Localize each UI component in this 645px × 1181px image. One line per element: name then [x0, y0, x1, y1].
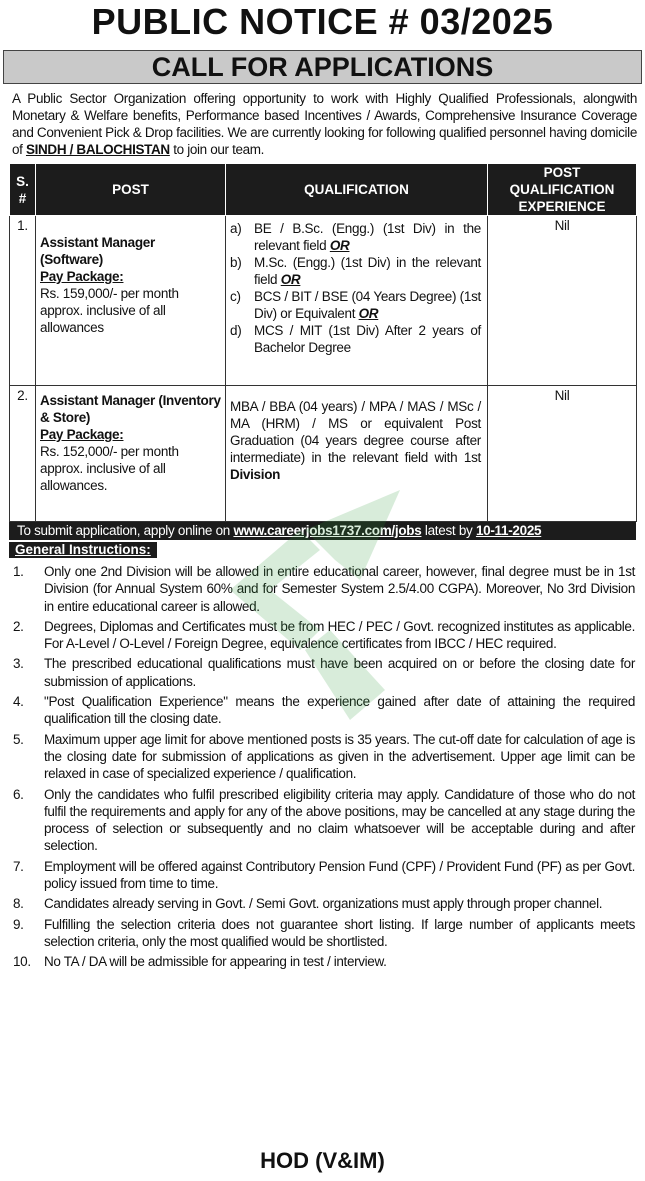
item-number: 6.	[13, 786, 24, 802]
item-number: 3.	[13, 656, 24, 672]
header-qualification: QUALIFICATION	[226, 164, 488, 216]
row-sno: 2.	[10, 386, 36, 522]
header-experience: POST QUALIFICATION EXPERIENCE	[488, 164, 637, 216]
notice-title: PUBLIC NOTICE # 03/2025	[91, 1, 554, 42]
item-number: 8.	[13, 896, 24, 912]
qualification-item	[230, 288, 481, 322]
qualification-letter: b)	[230, 255, 242, 270]
list-item	[13, 895, 635, 912]
qualification-division: Division	[230, 467, 281, 482]
qualification-item	[230, 220, 481, 254]
or-text: OR	[329, 238, 350, 253]
list-item	[13, 693, 635, 728]
closing-date: 10-11-2025	[475, 523, 542, 538]
item-text: Degrees, Diplomas and Certificates must be from HEC / PEC / Govt. recognized institutes as applicable. For A-Level / O-Level / Foreign Degree, equivalence certificates from IBCC / HEC required.	[44, 618, 635, 652]
or-text: OR	[358, 306, 379, 321]
qualification-item	[230, 254, 481, 288]
qualification-text: MBA / BBA (04 years) / MPA / MAS / MSc / MA (HRM) / MS or equivalent Post Graduation (04 years degree course after intermediate) in the relevant field with 1st	[230, 399, 481, 465]
or-text: OR	[280, 272, 301, 287]
item-text: Maximum upper age limit for above mentioned posts is 35 years. The cut-off date for calculation of age is the closing date for submission of applications as given in the advertisement. Upper age limit can be relaxed in case of specialized experience / qualification.	[44, 731, 635, 782]
item-text: Candidates already serving in Govt. / Semi Govt. organizations must apply through proper channel.	[44, 896, 603, 912]
pay-package-label: Pay Package:	[40, 269, 124, 284]
item-text: Employment will be offered against Contributory Pension Fund (CPF) / Provident Fund (PF) as per Govt. policy issued from time to time.	[44, 858, 635, 892]
qualification-text: M.Sc. (Engg.) (1st Div) in the relevant field	[254, 255, 481, 287]
pay-package-text: Rs. 159,000/- per month approx. inclusive of all allowances	[40, 286, 179, 335]
intro-text-after: to join our team.	[169, 142, 265, 157]
posts-table	[9, 163, 637, 522]
row-qualification	[226, 216, 488, 386]
instructions-list	[13, 563, 635, 971]
pay-package-label: Pay Package:	[40, 427, 124, 442]
item-number: 4.	[13, 694, 24, 710]
list-item	[13, 916, 635, 951]
item-number: 5.	[13, 731, 24, 747]
row-sno: 1.	[10, 216, 36, 386]
list-item	[13, 563, 635, 615]
submit-text-middle: latest by	[421, 523, 476, 538]
post-title: Assistant Manager (Software)	[40, 235, 155, 267]
qualification-text: MCS / MIT (1st Div) After 2 years of Bachelor Degree	[254, 323, 481, 355]
item-text: Only one 2nd Division will be allowed in entire educational career, however, final degree must be in 1st Division (for Annual System 60% and for Semester System 2.5/4.00 CGPA). Moreover, No 3rd Division in entire educational career is allowed.	[44, 564, 635, 614]
item-text: Only the candidates who fulfil prescribed eligibility criteria may apply. Candidature of those who do not fulfil the requirements and apply for any of the above positions, may be cancelled at any stage during the process of selection or subsequently and no claim whatsoever will be acceptable during and after selection.	[44, 786, 635, 854]
list-item	[13, 858, 635, 893]
qualification-letter: c)	[230, 289, 241, 304]
row-post	[36, 216, 226, 386]
row-experience: Nil	[488, 216, 637, 386]
list-item	[13, 786, 635, 855]
signature-footer: HOD (V&IM)	[260, 1148, 385, 1173]
qualification-text: BCS / BIT / BSE (04 Years Degree) (1st Div) or Equivalent	[254, 289, 481, 321]
item-number: 10.	[13, 954, 31, 970]
list-item	[13, 655, 635, 690]
call-for-applications-banner: CALL FOR APPLICATIONS	[3, 50, 642, 84]
table-header-row	[10, 164, 637, 216]
post-title: Assistant Manager (Inventory & Store)	[40, 393, 221, 425]
table-row	[10, 216, 637, 386]
general-instructions-heading: General Instructions:	[9, 542, 157, 558]
qualification-text: BE / B.Sc. (Engg.) (1st Div) in the relevant field	[254, 221, 481, 253]
submit-application-bar	[9, 522, 636, 540]
row-qualification	[226, 386, 488, 522]
item-text: The prescribed educational qualifications must have been acquired on or before the closing date for submission of applications.	[44, 656, 635, 689]
row-experience: Nil	[488, 386, 637, 522]
qualification-letter: a)	[230, 221, 242, 236]
qualification-letter: d)	[230, 323, 242, 338]
list-item	[13, 618, 635, 653]
item-number: 7.	[13, 858, 24, 874]
item-number: 9.	[13, 916, 24, 932]
item-text: "Post Qualification Experience" means the experience gained after date of attaining the required qualification till the closing date.	[44, 694, 635, 727]
domicile-text: SINDH / BALOCHISTAN	[25, 142, 170, 157]
qualification-item	[230, 322, 481, 356]
application-url-link[interactable]: www.careerjobs1737.com/jobs	[233, 523, 422, 538]
pay-package-text: Rs. 152,000/- per month approx. inclusive of all allowances.	[40, 444, 179, 493]
list-item	[13, 953, 635, 970]
intro-paragraph	[12, 90, 637, 158]
list-item	[13, 731, 635, 783]
submit-text: To submit application, apply online on	[17, 523, 234, 538]
item-number: 1.	[13, 564, 24, 579]
header-sno: S. #	[10, 164, 36, 216]
header-post: POST	[36, 164, 226, 216]
intro-text-before: A Public Sector Organization offering opportunity to work with Highly Qualified Professionals, alongwith Monetary & Welfare benefits, Performance based Incentives / Awards, Comprehensive Insurance Coverage and Convenient Pick & Drop facilities. We are currently looking for following qualified personnel having domicile of	[12, 91, 637, 157]
row-post	[36, 386, 226, 522]
item-text: Fulfilling the selection criteria does not guarantee short listing. If large number of applicants meets selection criteria, only the most qualified would be shortlisted.	[44, 916, 635, 949]
item-text: No TA / DA will be admissible for appearing in test / interview.	[44, 954, 387, 970]
table-row	[10, 386, 637, 522]
item-number: 2.	[13, 618, 24, 634]
